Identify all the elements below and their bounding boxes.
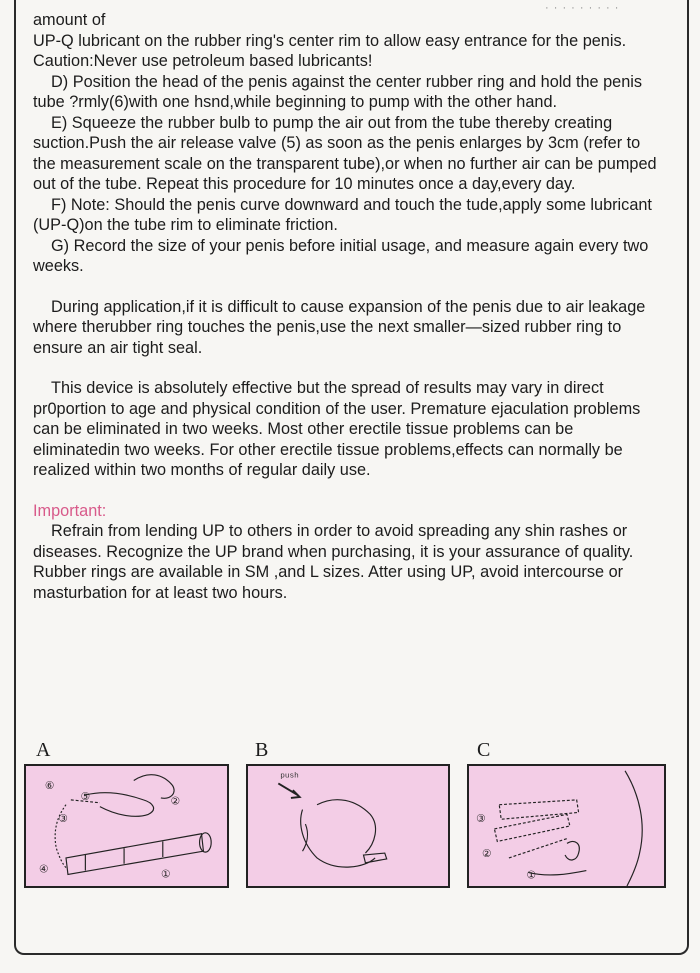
marker-5: ⑤ [80,789,91,803]
application-paragraph: During application,if it is difficult to cause expansion of the penis due to air leakage where therubber ring touches the penis,use the next smaller—sized rubber ring to ensure an air tight seal. [33,297,646,357]
instruction-text [33,10,663,603]
figure-b-illustration [246,764,450,888]
step-d: D) Position the head of the penis against the center rubber ring and hold the penis tube ?rmly(6)with one hsnd,while beginning to pump with the other hand. [33,72,643,111]
figure-c-illustration [467,764,666,888]
step-g: G) Record the size of your penis before initial usage, and measure again every two [51,236,649,255]
important-heading: Important: [33,501,107,520]
step-f-continued: (UP-Q)on the tube rim to eliminate friction. [33,216,338,234]
pump-diagram-b [248,766,448,886]
marker-2: ② [170,794,181,808]
figure-a-label: A [36,739,51,761]
figure-c-label: C [477,739,491,761]
caution-line: Caution:Never use petroleum based lubricants! [33,52,373,70]
pump-diagram-c [469,766,664,886]
figure-b-label: B [255,739,269,761]
pump-diagram-a [26,766,227,886]
marker-2: ② [481,846,492,860]
marker-1: ① [526,868,536,882]
marker-3: ③ [58,812,68,826]
header-scribble: · · · · · · · · · [545,2,620,14]
marker-6: ⑥ [44,779,55,793]
step-g-continued: weeks. [33,257,84,275]
marker-3: ③ [476,812,486,826]
text-line: amount of [33,11,106,29]
text-line: UP-Q lubricant on the rubber ring's center rim to allow easy entrance for the penis. [33,31,627,50]
marker-4: ④ [38,862,49,876]
step-f: F) Note: Should the penis curve downward and touch the tude,apply some lubricant [51,195,652,214]
figure-a-illustration [24,764,229,888]
step-e: E) Squeeze the rubber bulb to pump the air out from the tube thereby creating suction.Push the air release valve (5) as soon as the penis enlarges by 3cm (refer to the measurement scale on the transparent tube),or when no further air can be pumped out of the tube. Repeat this procedure for 10 minutes once a day,every day. [33,113,657,193]
effectiveness-paragraph: This device is absolutely effective but the spread of results may vary in direct pr0portion to age and physical condition of the user. Premature ejaculation problems can be eliminated in two weeks. Most other erectile tissue problems can be eliminatedin two weeks. For other erectile tissue problems,effects can normally be realized within two months of regular daily use. [33,379,641,479]
important-paragraph: Refrain from lending UP to others in order to avoid spreading any shin rashes or diseases. Recognize the UP brand when purchasing, it is your assurance of quality. Rubber rings are available in SM ,and L sizes. Atter using UP, avoid intercourse or masturbation for at least two hours. [33,522,634,602]
push-label: push [280,772,299,781]
marker-1: ① [160,867,171,881]
